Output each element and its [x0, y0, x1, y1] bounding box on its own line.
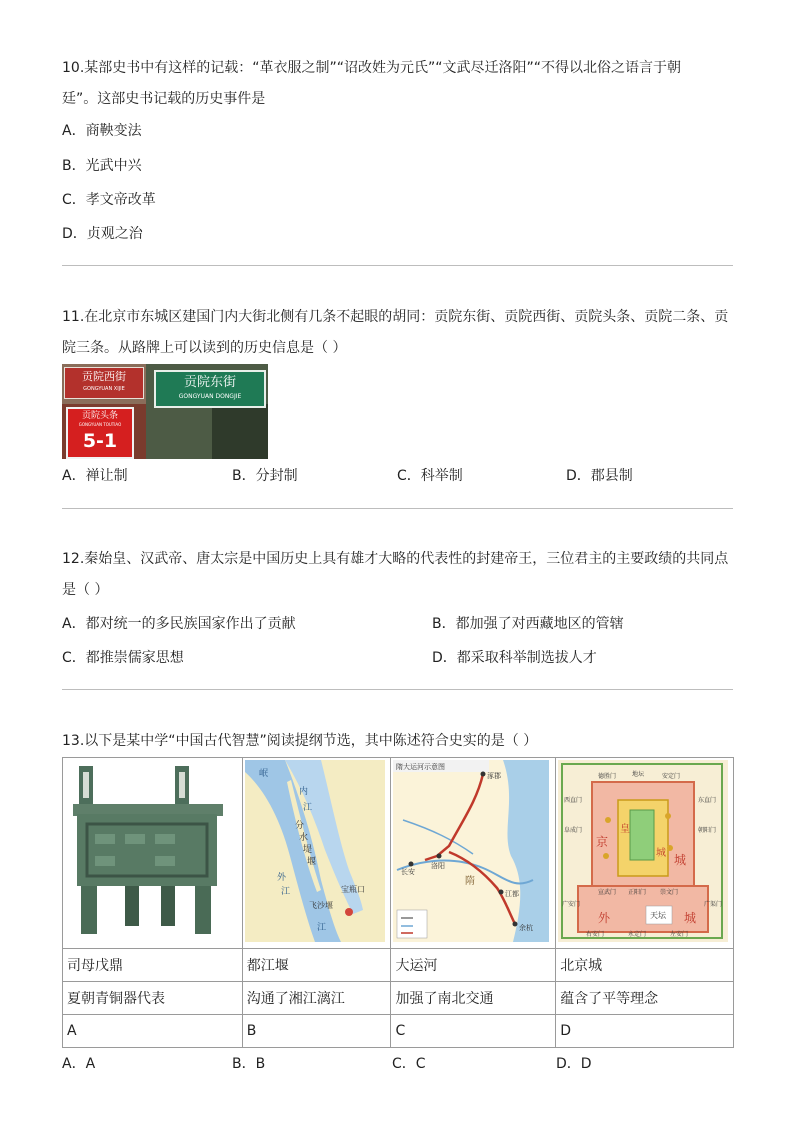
label-baopingkou: 宝瓶口 — [340, 885, 365, 894]
label-jiang-2: 江 — [280, 887, 290, 897]
q13-option-b: B．B — [232, 1056, 266, 1072]
label-wai: 外 — [598, 911, 611, 925]
label-min-jiang: 江 — [316, 923, 326, 933]
label-min: 岷 — [258, 769, 268, 779]
label-dongzhimen: 东直门 — [698, 797, 717, 804]
row-name-cell: 大运河 — [391, 949, 556, 982]
q12-stem-line2: 是（ ） — [62, 582, 109, 598]
q11-stem-line2: 院三条。从路牌上可以读到的历史信息是（ ） — [62, 340, 347, 356]
simuwu-ding-image — [65, 760, 235, 942]
label-andingmen: 安定门 — [662, 773, 681, 780]
label-luoyang: 洛阳 — [431, 862, 446, 870]
label-ditan: 地坛 — [632, 771, 645, 778]
street-signs-photo — [62, 364, 268, 459]
divider — [62, 508, 733, 509]
q10-option-c: C．孝文帝改革 — [62, 192, 156, 208]
label-wai: 外 — [276, 873, 286, 883]
divider — [62, 689, 733, 690]
label-fuchengmen: 阜成门 — [564, 827, 583, 834]
dujiangyan-map — [245, 760, 385, 942]
label-zuoanmen: 左安门 — [670, 931, 689, 938]
q12-option-b: B．都加强了对西藏地区的管辖 — [432, 616, 624, 632]
label-shui: 水 — [298, 833, 308, 843]
row-claim-cell: 夏朝青铜器代表 — [63, 982, 243, 1015]
label-jiang: 江 — [302, 803, 312, 813]
label-fen: 分 — [294, 821, 304, 831]
label-yuhang: 余杭 — [519, 924, 534, 932]
q13-option-a: A．A — [62, 1056, 96, 1072]
label-changan: 长安 — [401, 868, 416, 876]
beijing-cell — [556, 758, 734, 949]
row-claim-cell: 加强了南北交通 — [391, 982, 556, 1015]
label-chongwenmen: 崇文门 — [660, 889, 679, 896]
label-guanganmen: 广安门 — [562, 901, 581, 908]
label-zhuojun: 涿郡 — [487, 772, 502, 780]
label-guangqumen: 广渠门 — [704, 901, 723, 908]
row-name-cell: 都江堰 — [242, 949, 391, 982]
label-tiantan: 天坛 — [650, 911, 667, 920]
q10-stem-line1: 10.某部史书中有这样的记载：“革衣服之制”“诏改姓为元氏”“文武尽迁洛阳”“不得以北俗之语言于朝 — [62, 60, 682, 76]
sign-gongyuan-toutiao: 贡院头条 GONGYUAN TOUTIAO 5-1 — [66, 407, 134, 459]
row-claim-cell: 蕴含了平等理念 — [556, 982, 734, 1015]
q11-stem-line1: 11.在北京市东城区建国门内大街北侧有几条不起眼的胡同：贡院东街、贡院西街、贡院头条、贡院二条、贡 — [62, 309, 729, 325]
sign-gongyuan-xijie: 贡院西街 GONGYUAN XIJIE — [64, 367, 144, 399]
canal-map-title: 隋大运河示意图 — [396, 763, 446, 771]
sign-gongyuan-dongjie: 贡院东街 GONGYUAN DONGJIE — [154, 370, 266, 408]
label-yongdingmen: 永定门 — [628, 931, 647, 938]
ding-cell — [63, 758, 243, 949]
label-jiangdu: 江都 — [505, 890, 520, 898]
q11-option-c: C．科举制 — [397, 468, 463, 484]
dujiangyan-cell — [242, 758, 391, 949]
label-chaoyangmen: 朝阳门 — [698, 827, 717, 834]
label-yan: 堰 — [306, 857, 316, 867]
q13-option-d: D．D — [556, 1056, 592, 1072]
q11-option-b: B．分封制 — [232, 468, 298, 484]
q12-option-a: A．都对统一的多民族国家作出了贡献 — [62, 616, 296, 632]
q10-stem-line2: 廷”。这部史书记载的历史事件是 — [62, 91, 266, 107]
q10-option-d: D．贞观之治 — [62, 226, 143, 242]
q12-option-c: C．都推崇儒家思想 — [62, 650, 184, 666]
q10-option-b: B．光武中兴 — [62, 158, 142, 174]
q10-option-a: A．商鞅变法 — [62, 123, 142, 139]
q12-option-d: D．都采取科举制选拔人才 — [432, 650, 597, 666]
label-cheng: 城 — [674, 853, 687, 867]
q13-option-c: C．C — [392, 1056, 426, 1072]
label-xizhimen: 西直门 — [564, 797, 583, 804]
row-letter-cell: B — [242, 1015, 391, 1048]
row-letter-cell: C — [391, 1015, 556, 1048]
label-xuanwumen: 宣武门 — [598, 889, 617, 896]
row-name-cell: 司母戊鼎 — [63, 949, 243, 982]
label-di: 堤 — [302, 845, 312, 855]
row-letter-cell: D — [556, 1015, 734, 1048]
label-jing: 京 — [596, 835, 609, 849]
grand-canal-map — [393, 760, 549, 942]
divider — [62, 265, 733, 266]
label-cheng-3: 城 — [684, 911, 697, 925]
q13-table — [62, 757, 734, 1048]
beijing-city-map — [558, 760, 728, 942]
row-letter-cell: A — [63, 1015, 243, 1048]
label-zhengyangmen: 正阳门 — [628, 889, 647, 896]
label-deshengmen: 德胜门 — [598, 773, 617, 780]
q11-option-d: D．郡县制 — [566, 468, 633, 484]
q12-stem-line1: 12.秦始皇、汉武帝、唐太宗是中国历史上具有雄才大略的代表性的封建帝王，三位君主的主要政绩的共同点 — [62, 551, 729, 567]
label-youanmen: 右安门 — [586, 931, 605, 938]
q13-stem: 13.以下是某中学“中国古代智慧”阅读提纲节选，其中陈述符合史实的是（ ） — [62, 733, 538, 749]
label-cheng-2: 城 — [656, 848, 667, 859]
canal-cell — [391, 758, 556, 949]
label-sui: 隋 — [465, 876, 476, 887]
row-name-cell: 北京城 — [556, 949, 734, 982]
label-feishayan: 飞沙堰 — [308, 901, 333, 910]
label-huang: 皇 — [620, 824, 631, 835]
row-claim-cell: 沟通了湘江漓江 — [242, 982, 391, 1015]
label-nei: 内 — [298, 787, 308, 797]
q11-option-a: A．禅让制 — [62, 468, 128, 484]
